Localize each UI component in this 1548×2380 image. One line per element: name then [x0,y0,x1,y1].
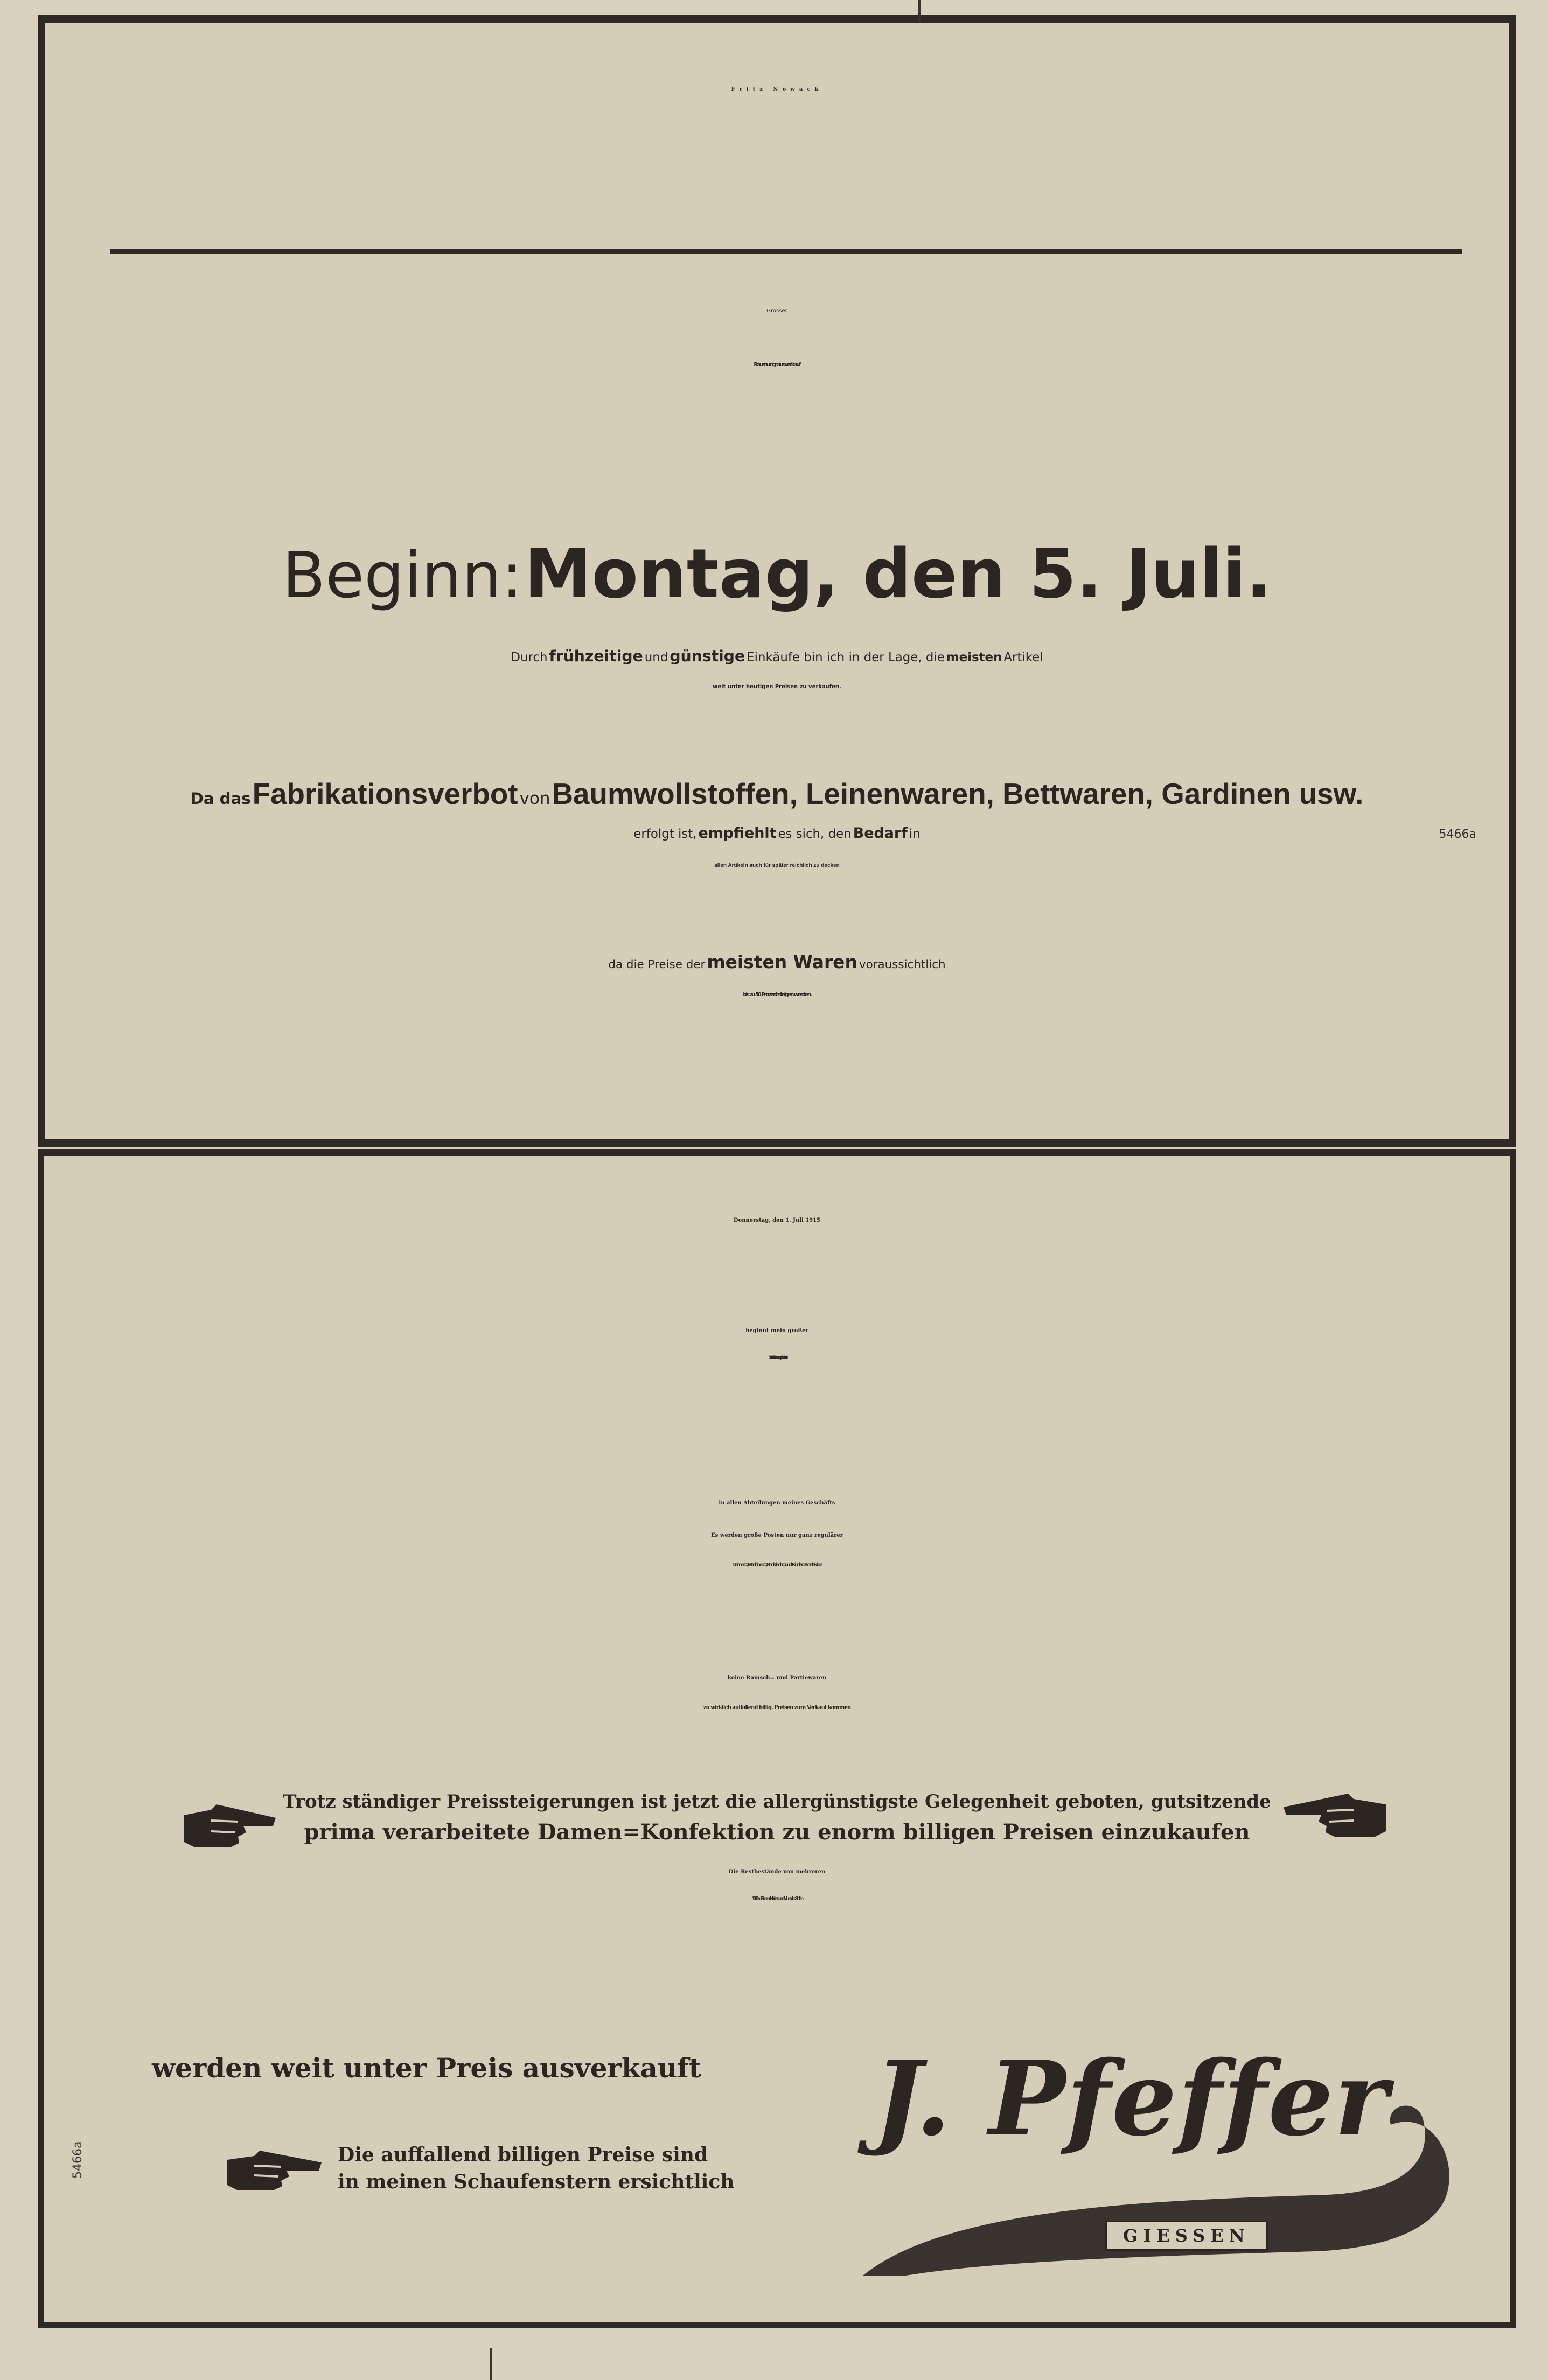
ad2-window-note [222,2144,735,2203]
ad1-claim: weit unter heutigen Preisen zu verkaufen. [713,684,841,690]
ad2-sub-begins: beginnt mein großer [745,1328,808,1334]
ad1-intro-1: Durch [511,650,548,664]
ad2-sale-line: zu wirklich auffallend billig. Preisen zum Verkauf kommen [703,1705,851,1711]
ad1-intro-7: Artikel [1003,650,1043,664]
ad1-headline: Räumungsausverkauf [754,362,800,368]
ad2-window-note-2: in meinen Schaufenstern ersichtlich [338,2171,735,2193]
ad1-price-3: voraussichtlich [859,958,946,971]
column-divider-mark-bottom [490,2348,492,2380]
ad1-intro-5: Einkäufe bin ich in der Lage, die [747,650,945,664]
ad2-notice-block [44,1788,1510,1858]
ad2-headline: Saison=Räumungs=Ausverkauf [768,1355,786,1360]
brand-name: J. Pfeffer [874,2039,1390,2159]
fritz-nowack-advertisement [38,15,1516,1147]
column-divider-mark [918,0,921,22]
ad1-begin-label: Beginn: [282,539,523,612]
ad1-ban-text [45,776,1509,811]
ad2-fabrics-line: 1000 m Blusen=, Kleider=und Musselin=Stoffen [751,1896,803,1902]
ad1-price-rise: bis zu 50 Prozent steigen werden. [743,992,811,998]
ad2-sub-departments: in allen Abteilungen meines Geschäfts [719,1500,835,1506]
pointing-hand-left-icon [1273,1788,1391,1842]
ad1-ban-1: Da das [190,789,251,808]
ad2-sub-remnants: Die Restbestände von mehreren [728,1869,826,1875]
ad1-line-grosser: Grosser [766,308,787,314]
ad1-intro-3: und [644,650,668,664]
ad1-price-2: meisten Waren [707,951,857,972]
ad1-stock-up: allen Artikeln auch für später reichlich zu decken [714,863,840,869]
ad1-rec-2: empfiehlt [698,825,777,842]
ad2-sub-lots: Es werden große Posten nur ganz regulärer [711,1532,843,1538]
ad1-rec-1: erfolgt ist, [633,827,697,841]
pfeffer-logo [841,2022,1477,2302]
ad1-intro-6: meisten [946,650,1002,664]
ad2-date: Donnerstag, den 1. Juli 1915 [733,1217,821,1223]
ad2-reference-code: 5466a [71,2141,85,2179]
ad2-notice-line-2: prima verarbeitete Damen=Konfektion zu enorm billigen Preisen einzukaufen [304,1819,1250,1845]
ad1-reference-code: 5466a [1439,828,1476,841]
ad1-intro-text [45,647,1509,665]
ad2-sub-quality: keine Ramsch= und Partiewaren [727,1675,827,1681]
ad1-rec-4: Bedarf [853,825,908,842]
ad1-intro-4: günstige [670,647,745,665]
ad2-clothing-line: Damen=, Mädchen=, Backfisch= und Kinder=Konfektion [732,1562,822,1568]
ad1-ban-2: Fabrikationsverbot [252,777,518,810]
advertiser-name: Fritz Nowack [731,87,823,93]
ad1-ban-4: Baumwollstoffen, Leinenwaren, Bettwaren, Gardinen usw. [552,777,1364,810]
ad1-start-date [45,534,1509,613]
ad1-rec-5: in [909,827,921,841]
ad1-rec-3: es sich, den [778,827,852,841]
ad1-prices-text [45,951,1509,972]
pfeffer-advertisement [38,1149,1516,2328]
city-label: GIESSEN [1105,2221,1268,2251]
pointing-hand-right-icon [222,2146,330,2195]
ad1-recommend-text [45,825,1509,842]
ad1-begin-date: Montag, den 5. Juli. [524,534,1272,613]
ad2-clearance-line: werden weit unter Preis ausverkauft [152,2052,701,2084]
divider-rule [110,249,1462,254]
ad1-price-1: da die Preise der [608,958,706,971]
ad1-intro-2: frühzeitige [549,647,643,665]
ad2-window-note-1: Die auffallend billigen Preise sind [338,2144,708,2166]
ad2-notice-line-1: Trotz ständiger Preissteigerungen ist jetzt die allergünstigste Gelegenheit geboten, gutsitzende [283,1791,1271,1812]
ad1-ban-3: von [519,789,550,808]
